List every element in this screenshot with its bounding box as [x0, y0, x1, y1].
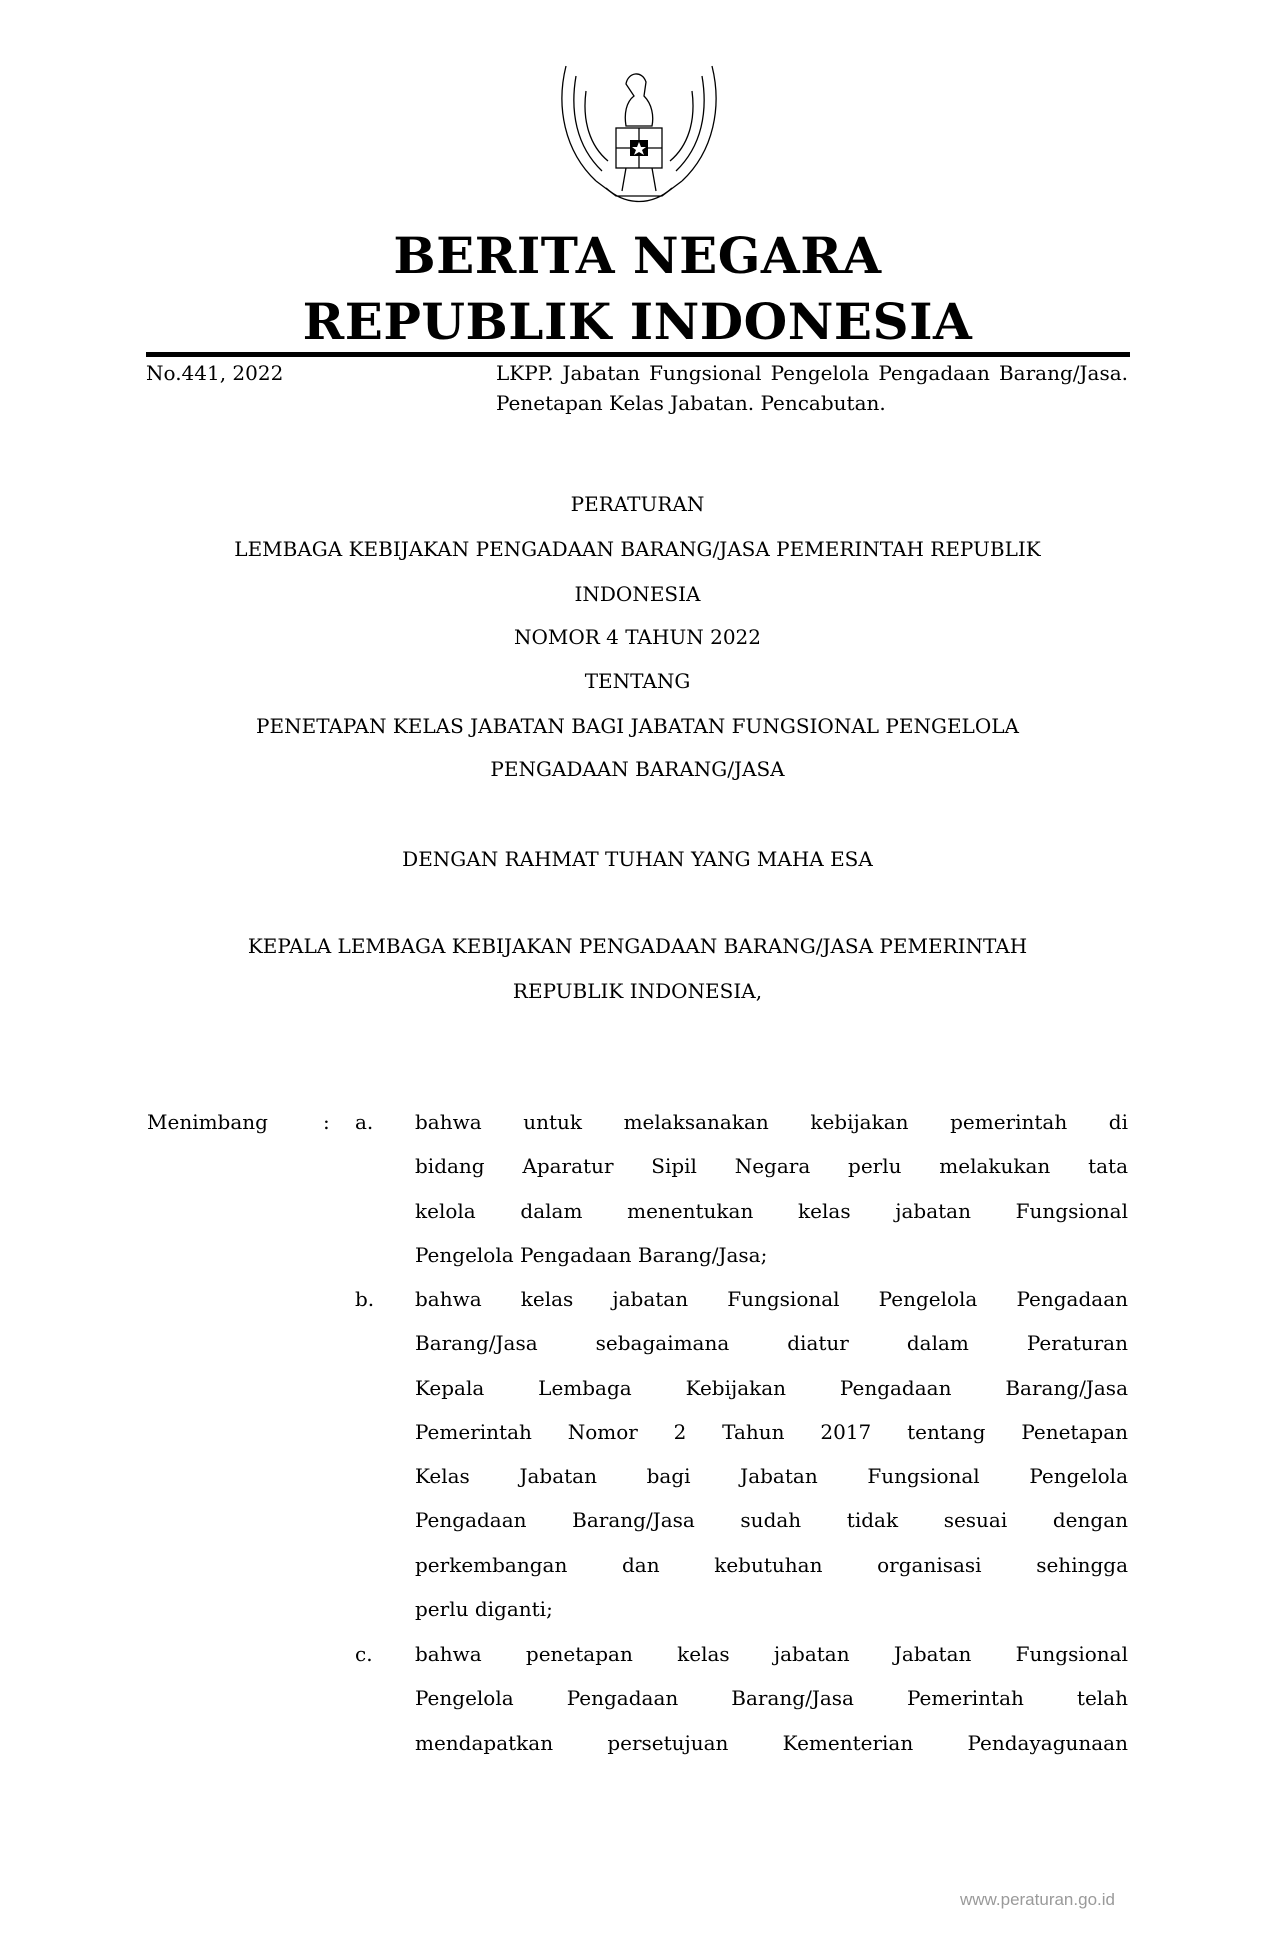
- text-line: bidang Aparatur Sipil Negara perlu melakukan tata: [415, 1154, 1128, 1179]
- text-line: Pemerintah Nomor 2 Tahun 2017 tentang Penetapan: [415, 1419, 1128, 1444]
- website-watermark: www.peraturan.go.id: [960, 1890, 1115, 1909]
- official-line-1: KEPALA LEMBAGA KEBIJAKAN PENGADAAN BARANG/JASA PEMERINTAH: [247, 934, 1028, 958]
- text-line: Barang/Jasa sebagaimana diatur dalam Peraturan: [415, 1331, 1128, 1356]
- menimbang-label: Menimbang: [147, 1110, 268, 1134]
- subject-line-1: PENETAPAN KELAS JABATAN BAGI JABATAN FUNGSIONAL PENGELOLA: [256, 714, 1019, 738]
- text-line: perlu diganti;: [415, 1597, 553, 1622]
- text-line: Pengelola Pengadaan Barang/Jasa;: [415, 1242, 768, 1267]
- regulation-type: PERATURAN: [570, 492, 705, 516]
- subject-line-2: PENGADAAN BARANG/JASA: [490, 757, 785, 781]
- text-line: kelola dalam menentukan kelas jabatan Fungsional: [415, 1198, 1128, 1223]
- issuer-line-2: INDONESIA: [574, 582, 701, 606]
- header-divider: [146, 352, 1130, 357]
- item-marker-c: c.: [355, 1642, 373, 1666]
- item-marker-a: a.: [355, 1110, 374, 1134]
- about-label: TENTANG: [584, 669, 691, 693]
- consideration-item-b: [415, 1277, 1128, 1631]
- consideration-item-a: [415, 1100, 1128, 1277]
- text-line: Pengelola Pengadaan Barang/Jasa Pemerintah telah: [415, 1686, 1128, 1711]
- item-marker-b: b.: [355, 1287, 375, 1311]
- consideration-item-c: [415, 1632, 1128, 1765]
- menimbang-colon: :: [323, 1110, 330, 1134]
- gazette-number: No.441, 2022: [146, 361, 284, 385]
- text-line: Kelas Jabatan bagi Jabatan Fungsional Pengelola: [415, 1464, 1128, 1489]
- gazette-summary: LKPP. Jabatan Fungsional Pengelola Pengadaan Barang/Jasa. Penetapan Kelas Jabatan. Pencabutan.: [496, 361, 1128, 415]
- garuda-emblem-icon: [556, 56, 722, 214]
- text-line: Pengadaan Barang/Jasa sudah tidak sesuai dengan: [415, 1508, 1128, 1533]
- text-line: bahwa untuk melaksanakan kebijakan pemerintah di: [415, 1110, 1128, 1134]
- gazette-subtitle: REPUBLIK INDONESIA: [302, 292, 973, 351]
- regulation-number: NOMOR 4 TAHUN 2022: [513, 625, 761, 649]
- text-line: mendapatkan persetujuan Kementerian Pendayagunaan: [415, 1730, 1128, 1755]
- gazette-title: BERITA NEGARA: [393, 226, 882, 285]
- text-line: perkembangan dan kebutuhan organisasi sehingga: [415, 1552, 1128, 1577]
- text-line: Kepala Lembaga Kebijakan Pengadaan Barang/Jasa: [415, 1375, 1128, 1400]
- text-line: bahwa kelas jabatan Fungsional Pengelola Pengadaan: [415, 1287, 1128, 1311]
- text-line: bahwa penetapan kelas jabatan Jabatan Fungsional: [415, 1642, 1128, 1666]
- issuer-line-1: LEMBAGA KEBIJAKAN PENGADAAN BARANG/JASA PEMERINTAH REPUBLIK: [234, 537, 1041, 561]
- official-line-2: REPUBLIK INDONESIA,: [512, 979, 763, 1003]
- invocation: DENGAN RAHMAT TUHAN YANG MAHA ESA: [402, 847, 873, 871]
